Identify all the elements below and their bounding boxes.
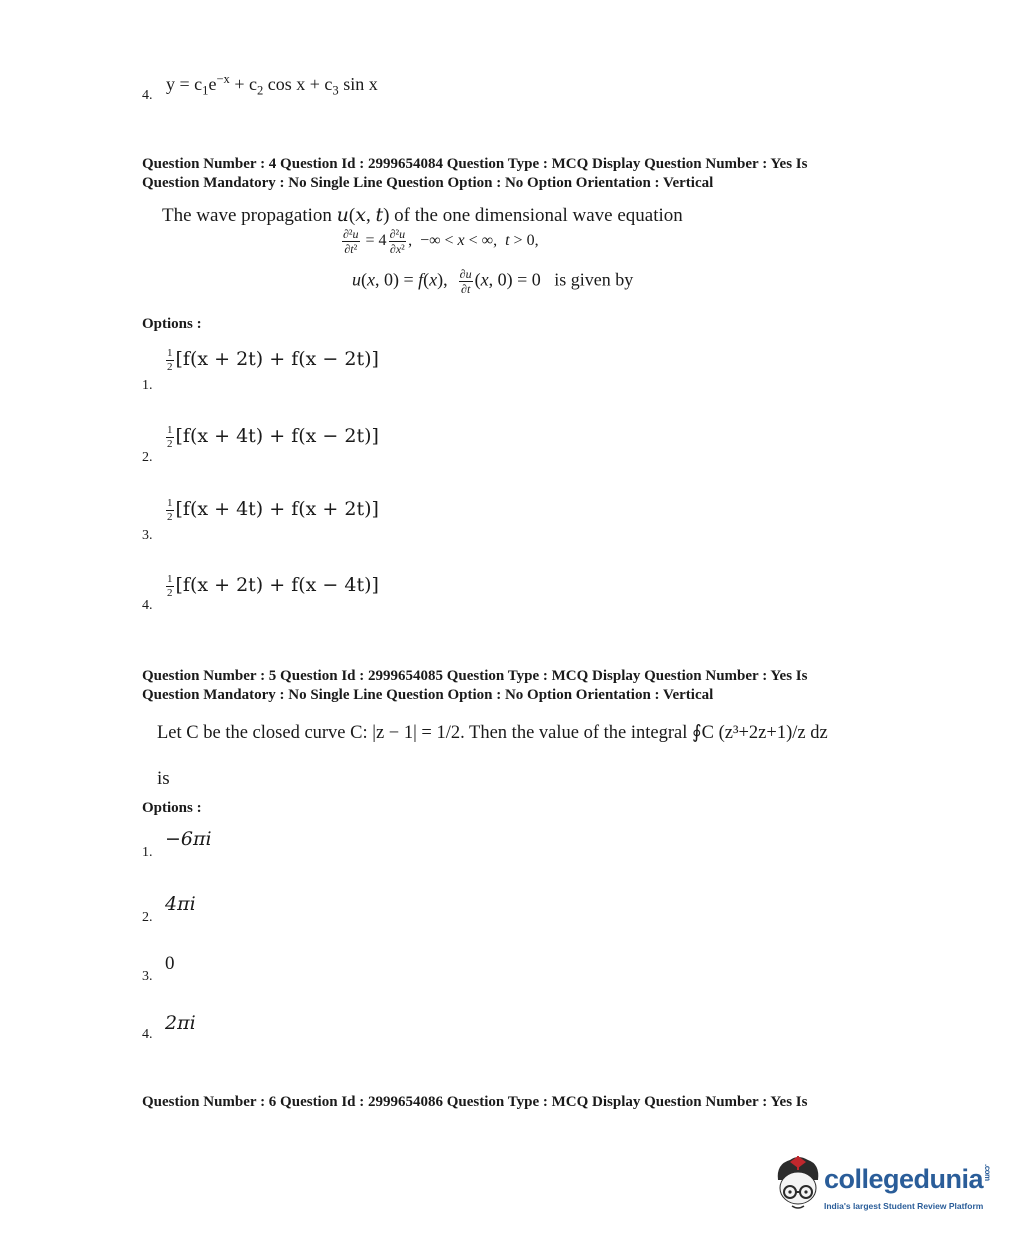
q4-option-1-text: [f(x + 2t) + f(x − 2t)] [175,348,379,370]
q4-option-4-text: [f(x + 2t) + f(x − 4t)] [175,574,379,596]
collegedunia-logo [768,1152,998,1222]
q4-option-2-number: 2. [142,450,153,465]
q5-option-4-number: 4. [142,1027,153,1042]
q5-option-1-text[interactable]: −6πi [165,828,212,850]
q4-option-4[interactable]: $\frac{1}{2}$ [f(x + 2t) + f(x − 4t)] [167,573,379,600]
q5-options-label: Options : [142,800,202,816]
q4-stem-intro: The wave propagation u(x, t) of the one dimensional wave equation [162,204,683,226]
logo-wordmark [824,1164,992,1195]
logo-name: collegedunia [824,1164,984,1194]
q5-option-3-number: 3. [142,969,153,984]
q4-option-2[interactable]: $\frac{1}{2}$ [f(x + 4t) + f(x − 2t)] [167,424,379,451]
prev-option-text: $y = c_1e^{-x} + c_2$ $\cos x + c_3$ sin x [166,72,378,98]
q4-option-2-text: [f(x + 4t) + f(x − 2t)] [175,425,379,447]
q5-option-1-number: 1. [142,845,153,860]
prev-option-number: 4. [142,88,153,103]
q4-option-3[interactable]: $\frac{1}{2}$ [f(x + 4t) + f(x + 2t)] [167,497,379,524]
q5-option-4-text[interactable]: 2πi [165,1012,196,1034]
q5-option-2-text[interactable]: 4πi [165,893,196,915]
q5-header-line2: Question Mandatory : No Single Line Question Option : No Option Orientation : Vertical [142,687,714,703]
logo-suffix: .com [983,1164,993,1181]
q4-option-3-text: [f(x + 4t) + f(x + 2t)] [175,498,379,520]
q4-equation-ic: u(x, 0) = f(x), $\frac{\partial u}{\partial t}$ (x, 0) = 0 is given by [352,267,634,296]
logo-tagline: India's largest Student Review Platform [824,1201,984,1211]
q6-header-line1: Question Number : 6 Question Id : 2999654086 Question Type : MCQ Display Question Number : Yes Is [142,1094,808,1110]
q5-option-2-number: 2. [142,910,153,925]
q4-option-1-number: 1. [142,378,153,393]
q4-header-line1: Question Number : 4 Question Id : 2999654084 Question Type : MCQ Display Question Number : Yes Is [142,156,808,172]
q5-stem: Let C be the closed curve C: |z − 1| = 1/2. Then the value of the integral ∮C (z³+2z+1)/z dz [157,723,828,743]
q4-equation-pde: $\frac{\text{∂²u}}{\text{∂t²}}$ = 4 $\frac{\text{∂²u}}{\text{∂x²}}$ , −∞ < x < ∞, t > 0, [343,227,539,256]
q5-stem-end: is [157,768,170,789]
q5-header-line1: Question Number : 5 Question Id : 2999654085 Question Type : MCQ Display Question Number : Yes Is [142,668,808,684]
q4-options-label: Options : [142,316,202,332]
mascot-icon [768,1152,826,1216]
q4-stem-end: is given by [554,269,634,290]
q4-option-1[interactable]: $\frac{1}{2}$ [f(x + 2t) + f(x − 2t)] [167,347,379,374]
q5-option-3-text[interactable]: 0 [165,953,175,974]
q4-option-4-number: 4. [142,598,153,613]
q4-header-line2: Question Mandatory : No Single Line Question Option : No Option Orientation : Vertical [142,175,714,191]
q4-option-3-number: 3. [142,528,153,543]
